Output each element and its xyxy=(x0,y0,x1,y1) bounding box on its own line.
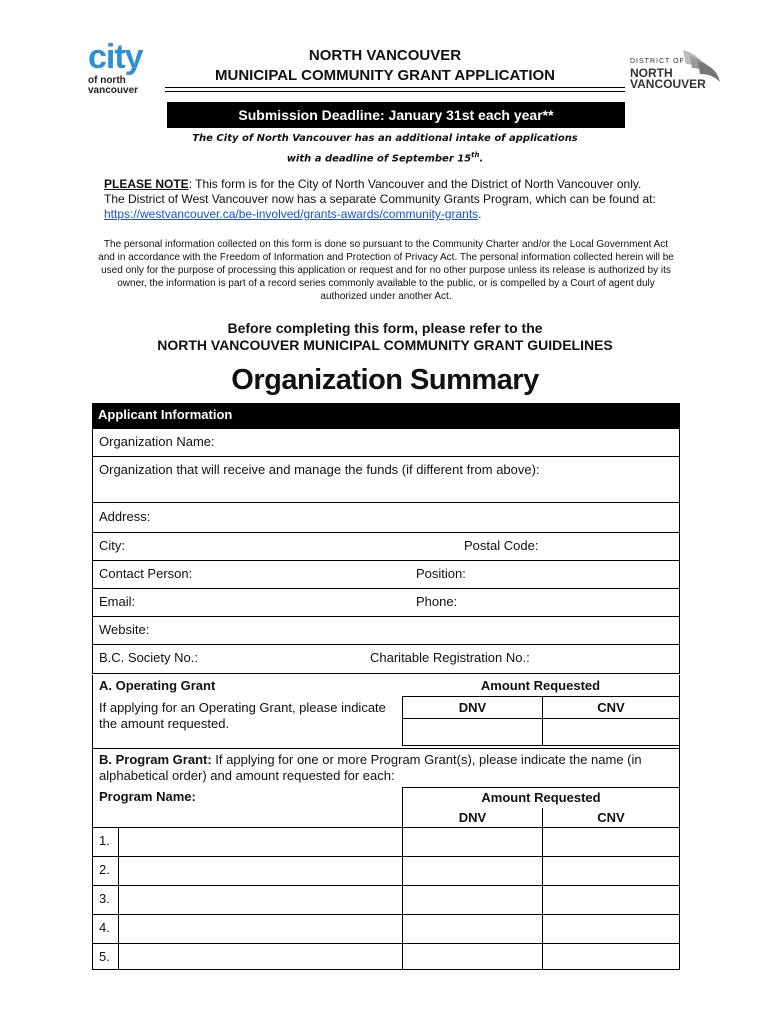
guidelines-line-1: Before completing this form, please refer to the xyxy=(227,320,543,336)
program-row-name[interactable] xyxy=(118,915,402,944)
program-row-name[interactable] xyxy=(118,944,402,970)
postal-code-field[interactable]: Postal Code: xyxy=(458,533,680,561)
operating-cnv-amount[interactable] xyxy=(542,718,680,746)
program-row-cnv[interactable] xyxy=(542,857,680,886)
program-row-number: 4. xyxy=(92,915,118,944)
program-row-dnv[interactable] xyxy=(402,886,542,915)
intake-line-2: with a deadline of September 15th. xyxy=(286,151,484,165)
operating-amount-header: Amount Requested xyxy=(402,675,680,697)
program-row-dnv[interactable] xyxy=(402,857,542,886)
program-amount-header: Amount Requested xyxy=(402,787,680,809)
program-cnv-header: CNV xyxy=(542,808,680,830)
program-row-name[interactable] xyxy=(118,857,402,886)
intake-note xyxy=(0,131,770,167)
society-number-field[interactable]: B.C. Society No.: xyxy=(92,645,364,674)
title-line-1: NORTH VANCOUVER xyxy=(308,47,462,64)
program-grant-instructions xyxy=(92,749,680,789)
charitable-registration-field[interactable]: Charitable Registration No.: xyxy=(364,645,680,674)
operating-grant-title: A. Operating Grant xyxy=(92,675,402,697)
program-row-cnv[interactable] xyxy=(542,944,680,970)
address-field[interactable]: Address: xyxy=(92,503,680,533)
logo-city-word: city xyxy=(88,38,143,76)
west-vancouver-link[interactable]: https://westvancouver.ca/be-involved/grants-awards/community-grants xyxy=(104,207,479,221)
program-grant-title: B. Program Grant: xyxy=(99,752,212,767)
title-line-2: MUNICIPAL COMMUNITY GRANT APPLICATION xyxy=(215,67,555,84)
program-row-cnv[interactable] xyxy=(542,886,680,915)
website-field[interactable]: Website: xyxy=(92,617,680,645)
operating-cnv-header: CNV xyxy=(542,696,680,718)
guidelines-line-2: NORTH VANCOUVER MUNICIPAL COMMUNITY GRANT GUIDELINES xyxy=(157,337,613,353)
please-note-text: : This form is for the City of North Vancouver and the District of North Vancouver only. The District of West Vancouver now has a separate Community Grants Program, which can be found at: xyxy=(104,177,656,206)
please-note-label: PLEASE NOTE xyxy=(104,177,189,191)
logo-north: NORTH xyxy=(630,66,673,80)
logo-of-north: of north xyxy=(88,75,126,86)
applicant-info-header: Applicant Information xyxy=(92,403,680,429)
logo-vancouver: vancouver xyxy=(88,85,139,96)
guidelines-reference xyxy=(0,320,770,354)
program-row-number: 3. xyxy=(92,886,118,915)
position-field[interactable]: Position: xyxy=(410,561,680,589)
logo-vancouver-word: VANCOUVER xyxy=(630,77,706,91)
program-row-dnv[interactable] xyxy=(402,944,542,970)
email-field[interactable]: Email: xyxy=(92,589,410,617)
city-field[interactable]: City: xyxy=(92,533,458,561)
org-name-field[interactable]: Organization Name: xyxy=(92,429,680,457)
logo-district-of: DISTRICT OF xyxy=(630,58,685,65)
program-row-dnv[interactable] xyxy=(402,827,542,857)
please-note: PLEASE NOTE: This form is for the City of North Vancouver and the District of North Vancouver only. The District of West Vancouver now has a separate Community Grants Program, which can be found at: https://westvancouver.ca/be-involved/grants-awards/community-grants. xyxy=(104,177,656,221)
operating-dnv-amount[interactable] xyxy=(402,718,542,746)
divider xyxy=(165,87,625,88)
program-name-header: Program Name: xyxy=(92,787,402,809)
contact-person-field[interactable]: Contact Person: xyxy=(92,561,410,589)
intake-line-1: The City of North Vancouver has an additional intake of applications xyxy=(192,133,578,144)
program-dnv-header: DNV xyxy=(402,808,542,830)
program-grant-text: If applying for one or more Program Grant(s), please indicate the name (in alphabetical order) and amount requested for each: xyxy=(99,752,642,783)
section-title: Organization Summary xyxy=(231,364,539,396)
deadline-banner: Submission Deadline: January 31st each year** xyxy=(167,102,625,128)
program-row-number: 1. xyxy=(92,827,118,857)
privacy-notice: The personal information collected on this form is done so pursuant to the Community Charter and/or the Local Government Act and in accordance with the Freedom of Information and Protection of Privacy Act. The personal information collected herein will be used only for the purpose of processing this application or request and for no other purpose unless its release is authorized by its owner, the information is part of a record series commonly available to the public, or is compelled by a Court of agent duly authorized under another Act. xyxy=(98,239,674,302)
program-row-cnv[interactable] xyxy=(542,915,680,944)
org-receive-funds-field[interactable]: Organization that will receive and manage the funds (if different from above): xyxy=(92,457,680,503)
program-row-name[interactable] xyxy=(118,827,402,857)
phone-field[interactable]: Phone: xyxy=(410,589,680,617)
operating-grant-instructions: If applying for an Operating Grant, please indicate the amount requested. xyxy=(92,697,402,749)
divider xyxy=(165,91,625,92)
program-row-number: 5. xyxy=(92,944,118,970)
program-row-name[interactable] xyxy=(118,886,402,915)
program-row-cnv[interactable] xyxy=(542,827,680,857)
program-row-dnv[interactable] xyxy=(402,915,542,944)
program-row-number: 2. xyxy=(92,857,118,886)
operating-dnv-header: DNV xyxy=(402,696,542,718)
